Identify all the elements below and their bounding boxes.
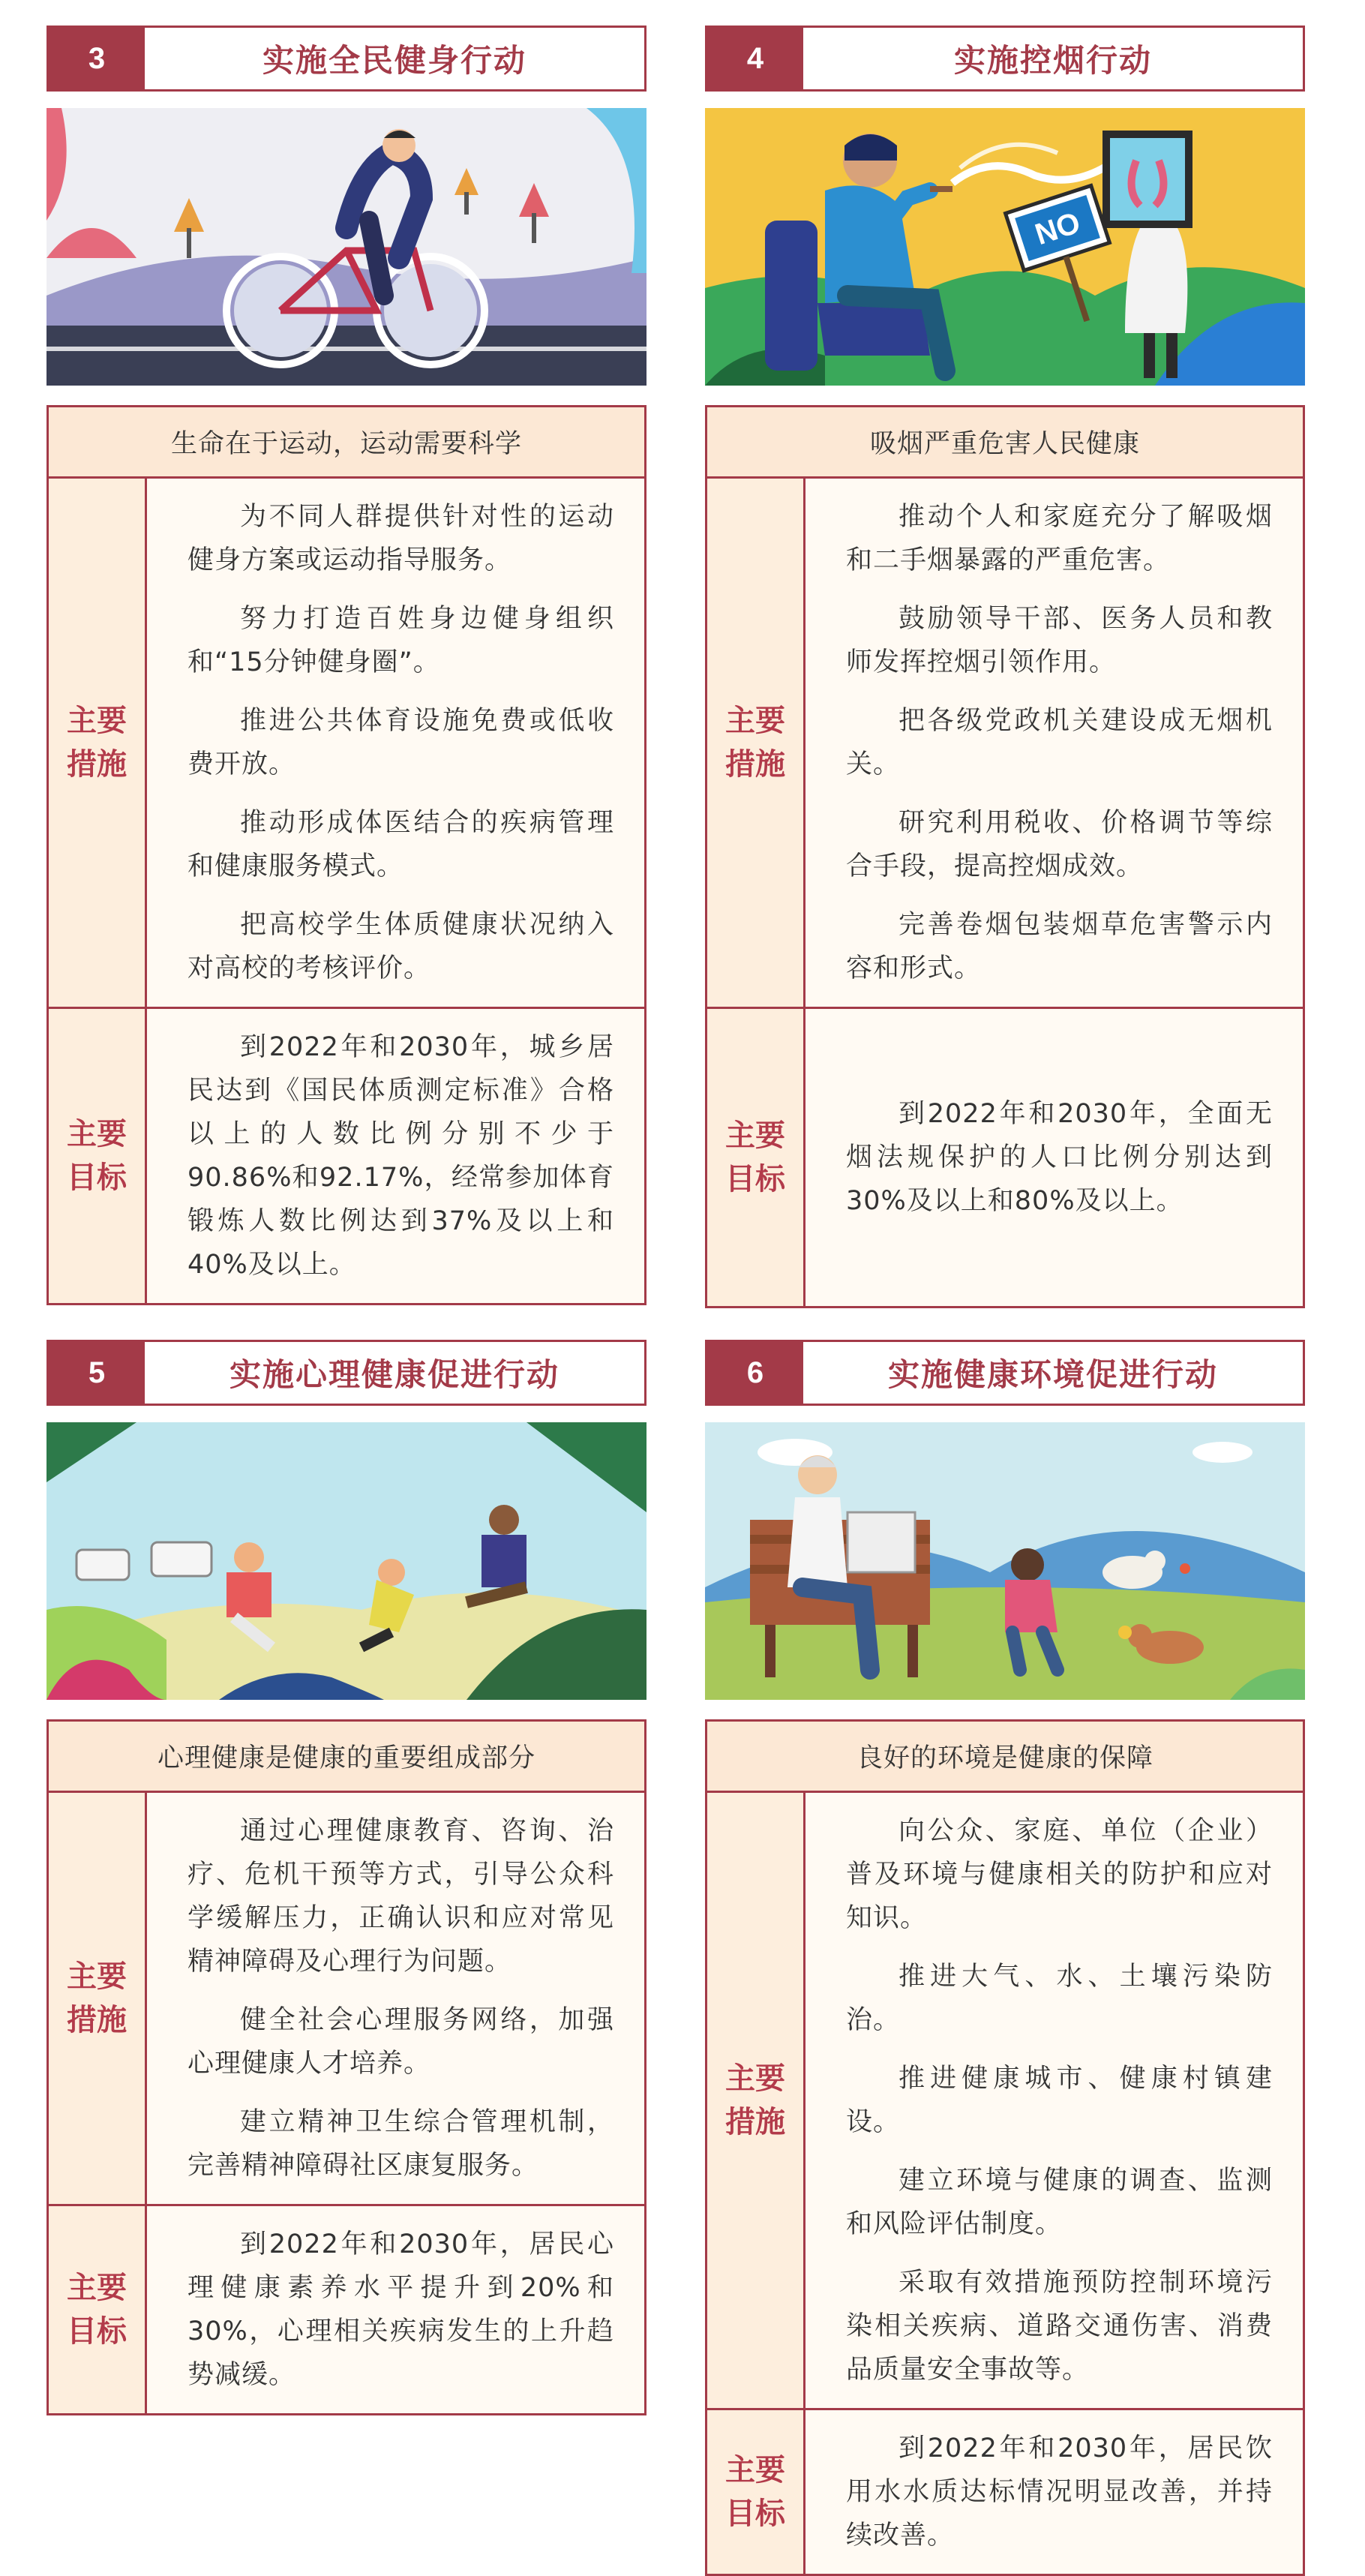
no-smoking-illustration: [705, 108, 1305, 386]
goal-text: 到2022年和2030年，城乡居民达到《国民体质测定标准》合格以上的人数比例分别不少于90.86%和92.17%，经常参加体育锻炼人数比例达到37%及以上和40%及以上。: [188, 1032, 614, 1280]
park-relaxing-illustration: [46, 1422, 646, 1700]
section-5: [46, 1340, 646, 2415]
section-4: [705, 26, 1305, 1308]
measures-label: 主要措施: [67, 704, 127, 782]
section-title: 实施控烟行动: [953, 42, 1152, 79]
measures-content: [806, 479, 1303, 1007]
measure-item: 向公众、家庭、单位（企业）普及环境与健康相关的防护和应对知识。: [846, 1816, 1273, 1933]
goals-label: 主要目标: [725, 1118, 785, 1196]
measure-item: 把各级党政机关建设成无烟机关。: [846, 706, 1273, 779]
measure-item: 推进健康城市、健康村镇建设。: [846, 2064, 1273, 2137]
measure-item: 为不同人群提供针对性的运动健身方案或运动指导服务。: [188, 502, 614, 575]
goals-row: [707, 2408, 1303, 2574]
table-subtitle: 良好的环境是健康的保障: [707, 1722, 1303, 1793]
goals-label: 主要目标: [67, 2271, 127, 2349]
section-number: 5: [49, 1342, 145, 1404]
goals-row: [49, 1007, 644, 1303]
goal-text: 到2022年和2030年，居民心理健康素养水平提升到20%和30%，心理相关疾病发生的上升趋势减缓。: [188, 2229, 614, 2390]
section-header: [705, 1340, 1305, 1406]
measures-label: 主要措施: [67, 1959, 127, 2037]
measure-item: 把高校学生体质健康状况纳入对高校的考核评价。: [188, 910, 614, 983]
measure-item: 采取有效措施预防控制环境污染相关疾病、道路交通伤害、消费品质量安全事故等。: [846, 2268, 1273, 2385]
measures-label: 主要措施: [725, 2061, 785, 2139]
goals-content: [147, 2206, 644, 2413]
measures-row: [49, 479, 644, 1007]
measure-item: 建立精神卫生综合管理机制，完善精神障碍社区康复服务。: [188, 2107, 614, 2181]
measures-content: [147, 1793, 644, 2204]
info-table: [705, 405, 1305, 1308]
section-6: [705, 1340, 1305, 2576]
table-subtitle: 吸烟严重危害人民健康: [707, 407, 1303, 479]
section-header: [46, 1340, 646, 1406]
measure-item: 鼓励领导干部、医务人员和教师发挥控烟引领作用。: [846, 604, 1273, 677]
section-3: [46, 26, 646, 1305]
measure-item: 推动个人和家庭充分了解吸烟和二手烟暴露的严重危害。: [846, 502, 1273, 575]
measure-item: 建立环境与健康的调查、监测和风险评估制度。: [846, 2166, 1273, 2239]
measure-item: 研究利用税收、价格调节等综合手段，提高控烟成效。: [846, 808, 1273, 881]
goals-label: 主要目标: [725, 2453, 785, 2531]
section-header: [46, 26, 646, 92]
table-subtitle: 生命在于运动，运动需要科学: [49, 407, 644, 479]
goal-text: 到2022年和2030年，居民饮用水水质达标情况明显改善，并持续改善。: [846, 2433, 1273, 2550]
section-header: [705, 26, 1305, 92]
info-table: [705, 1719, 1305, 2576]
info-table: [46, 405, 646, 1305]
info-table: [46, 1719, 646, 2415]
measure-item: 努力打造百姓身边健身组织和“15分钟健身圈”。: [188, 604, 614, 677]
section-title: 实施心理健康促进行动: [229, 1356, 560, 1393]
measure-item: 推进公共体育设施免费或低收费开放。: [188, 706, 614, 779]
goals-label: 主要目标: [67, 1117, 127, 1195]
measures-label: 主要措施: [725, 704, 785, 782]
goals-content: [806, 2410, 1303, 2574]
section-number: 6: [707, 1342, 803, 1404]
measure-item: 推进大气、水、土壤污染防治。: [846, 1962, 1273, 2035]
measure-item: 通过心理健康教育、咨询、治疗、危机干预等方式，引导公众科学缓解压力，正确认识和应对常见精神障碍及心理行为问题。: [188, 1816, 614, 1977]
goals-content: [147, 1009, 644, 1303]
cyclist-illustration: [46, 108, 646, 386]
table-subtitle: 心理健康是健康的重要组成部分: [49, 1722, 644, 1793]
section-number: 3: [49, 28, 145, 89]
measures-row: [49, 1793, 644, 2204]
measure-item: 完善卷烟包装烟草危害警示内容和形式。: [846, 910, 1273, 983]
measures-row: [707, 479, 1303, 1007]
measures-content: [806, 1793, 1303, 2408]
goals-row: [49, 2204, 644, 2413]
goals-row: [707, 1007, 1303, 1306]
section-number: 4: [707, 28, 803, 89]
section-title: 实施全民健身行动: [262, 42, 526, 79]
section-title: 实施健康环境促进行动: [887, 1356, 1218, 1393]
measures-content: [147, 479, 644, 1007]
park-bench-dogs-illustration: [705, 1422, 1305, 1700]
measure-item: 推动形成体医结合的疾病管理和健康服务模式。: [188, 808, 614, 881]
no-sign-text: NO: [1030, 206, 1084, 252]
measure-item: 健全社会心理服务网络，加强心理健康人才培养。: [188, 2005, 614, 2079]
goal-text: 到2022年和2030年，全面无烟法规保护的人口比例分别达到30%及以上和80%及以上。: [846, 1099, 1273, 1216]
measures-row: [707, 1793, 1303, 2408]
goals-content: [806, 1009, 1303, 1306]
